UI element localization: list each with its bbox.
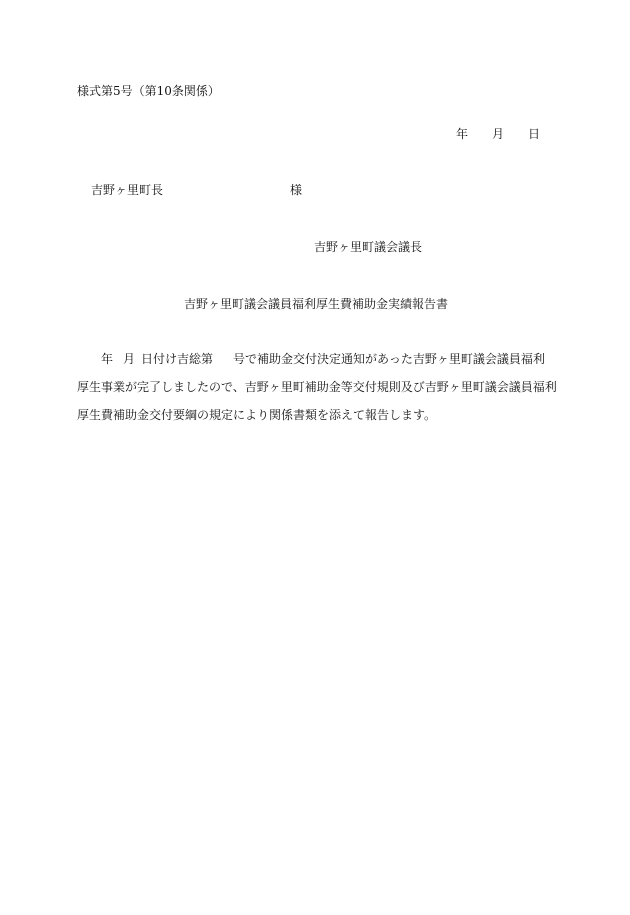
sender: 吉野ヶ里町議会議長: [314, 240, 423, 254]
body-day-prefix: 日付け吉総第: [141, 352, 214, 366]
honorific: 様: [290, 183, 303, 197]
body-line-1-rest: 号で補助金交付決定通知があった吉野ヶ里町議会議員福利: [233, 352, 545, 366]
body-line-3: 厚生費補助金交付要綱の規定により関係書類を添えて報告します。: [77, 408, 437, 422]
addressee: 吉野ヶ里町長: [91, 183, 164, 197]
date-year-label: 年: [456, 127, 469, 141]
body-line-1: [77, 353, 557, 381]
date-month-label: 月: [492, 127, 505, 141]
date-day-label: 日: [528, 127, 541, 141]
body-line-2: 厚生事業が完了しましたので、吉野ヶ里町補助金等交付規則及び吉野ヶ里町議会議員福利: [77, 380, 557, 394]
form-number: 様式第5号（第10条関係）: [77, 84, 220, 98]
body-month-label: 月: [123, 352, 136, 366]
document-title: 吉野ヶ里町議会議員福利厚生費補助金実績報告書: [184, 297, 449, 311]
body-year-label: 年: [101, 352, 114, 366]
report-body: [77, 353, 557, 437]
